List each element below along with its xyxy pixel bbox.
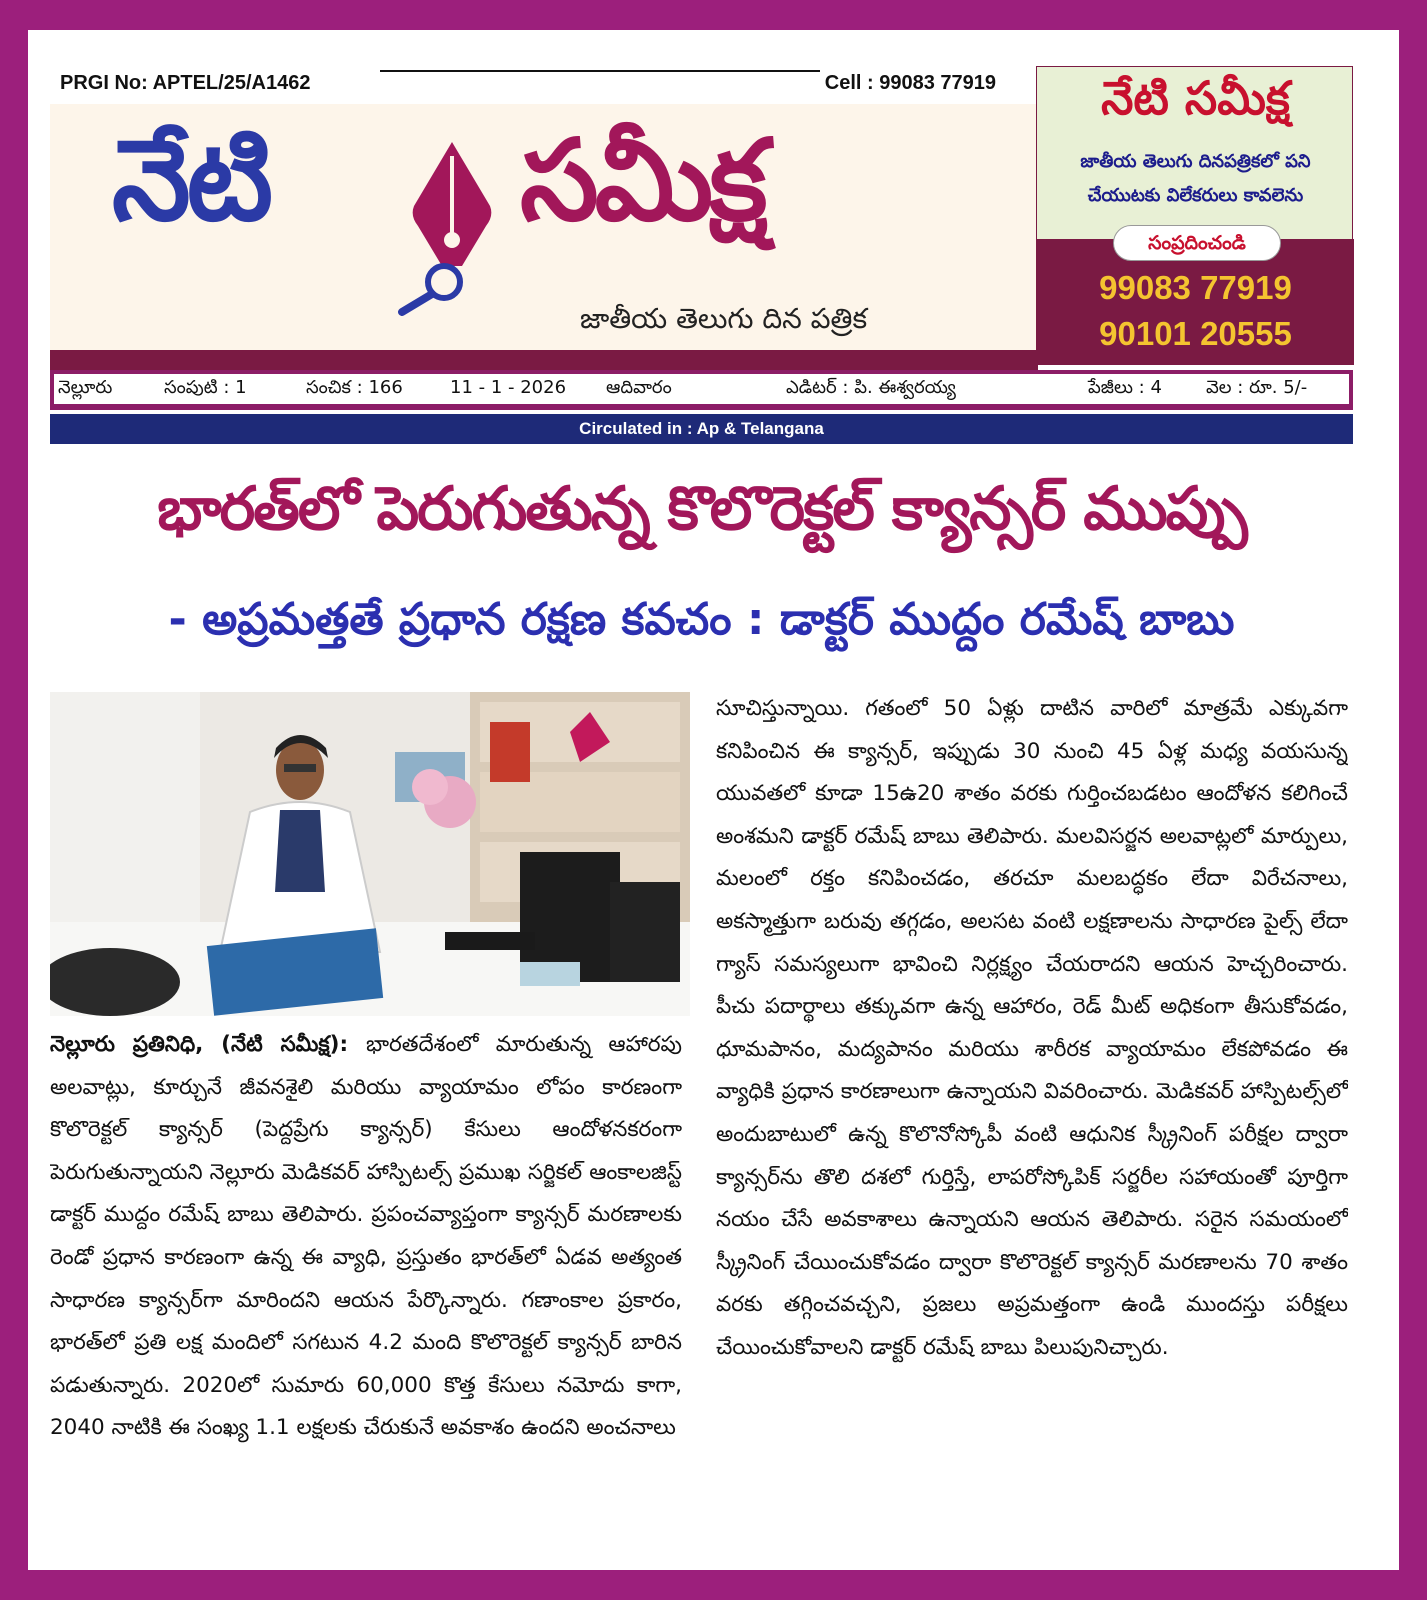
doctor-photo: [50, 692, 690, 1016]
article-dateline: నెల్లూరు ప్రతినిధి, (నేటి సమీక్ష):: [50, 1032, 366, 1057]
ad-contact-label: సంప్రదించండి: [1113, 225, 1281, 261]
issue-info-band: [50, 370, 1353, 410]
ad-phone-2: 90101 20555: [1099, 315, 1292, 352]
pen-nib-icon: [382, 136, 522, 316]
info-volume: సంపుటి : 1: [164, 377, 247, 398]
logo-word-sameeksha: సమీక్ష: [520, 116, 764, 246]
circulation-bar: Circulated in : Ap & Telangana: [50, 414, 1353, 444]
article-headline: భారత్‌లో పెరుగుతున్న కొలొరెక్టల్ క్యాన్సర్ ముప్పు: [157, 474, 1246, 544]
issue-info-inner: [54, 374, 1349, 404]
newspaper-page: [28, 30, 1399, 1570]
ad-line-1: జాతీయ తెలుగు దినపత్రికలో పని: [1080, 151, 1311, 172]
article-column-right: [716, 688, 1348, 1558]
info-editor: ఎడిటర్ : పి. ఈశ్వరయ్య: [786, 377, 956, 398]
masthead-topline: [50, 66, 1038, 104]
ad-line-2: చేయుటకు విలేకరులు కావలెను: [1087, 185, 1304, 206]
article-column-left: [50, 1024, 682, 1554]
ad-phone-1: 99083 77919: [1099, 269, 1292, 306]
info-pages: పేజీలు : 4: [1088, 377, 1162, 398]
article-body-left: భారతదేశంలో మారుతున్న ఆహారపు అలవాట్లు, కూర్చునే జీవనశైలి మరియు వ్యాయామం లోపం కారణంగా కొలొరెక్టల్ క్యాన్సర్ (పెద్దప్రేగు క్యాన్సర్) కేసులు ఆందోళనకరంగా పెరుగుతున్నాయని నెల్లూరు మెడికవర్ హాస్పిటల్స్ ప్రముఖ సర్జికల్ ఆంకాలజిస్ట్ డాక్టర్ ముద్దం రమేష్ బాబు తెలిపారు. ప్రపంచవ్యాప్తంగా క్యాన్సర్ మరణాలకు రెండో ప్రధాన కారణంగా ఉన్న ఈ వ్యాధి, ప్రస్తుతం భారత్‌లో ఏడవ అత్యంత సాధారణ క్యాన్సర్‌గా మారిందని ఆయన పేర్కొన్నారు. గణాంకాల ప్రకారం, భారత్‌లో ప్రతి లక్ష మందిలో సగటున 4.2 మంది కొలొరెక్టల్ క్యాన్సర్ బారిన పడుతున్నారు. 2020లో సుమారు 60,000 కొత్త కేసులు నమోదు కాగా, 2040 నాటికి ఈ సంఖ్య 1.1 లక్షలకు చేరుకునే అవకాశం ఉందని అంచనాలు: [50, 1032, 682, 1441]
masthead: [50, 66, 1038, 356]
logo-word-neti: నేటి: [112, 116, 270, 246]
ad-title: నేటి సమీక్ష: [1101, 71, 1290, 125]
recruitment-ad: [1036, 66, 1353, 364]
info-issue: సంచిక : 166: [306, 377, 403, 398]
masthead-tagline: జాతీయ తెలుగు దిన పత్రిక: [580, 302, 868, 335]
info-date: 11 - 1 - 2026: [450, 377, 567, 398]
info-day: ఆదివారం: [606, 377, 672, 398]
cell-number: Cell : 99083 77919: [824, 72, 996, 94]
info-price: వెల : రూ. 5/-: [1206, 377, 1308, 398]
article-body-right: సూచిస్తున్నాయి. గతంలో 50 ఏళ్లు దాటిన వారిలో మాత్రమే ఎక్కువగా కనిపించిన ఈ క్యాన్సర్, ఇప్పుడు 30 నుంచి 45 ఏళ్ల మధ్య వయసున్న యువతలో కూడా 15ఉ20 శాతం వరకు గుర్తించబడటం ఆందోళన కలిగించే అంశమని డాక్టర్ రమేష్ బాబు తెలిపారు. మలవిసర్జన అలవాట్లలో మార్పులు, మలంలో రక్తం కనిపించడం, తరచూ మలబద్ధకం లేదా విరేచనాలు, అకస్మాత్తుగా బరువు తగ్గడం, అలసట వంటి లక్షణాలను సాధారణ పైల్స్ లేదా గ్యాస్ సమస్యలుగా భావించి నిర్లక్ష్యం చేయరాదని ఆయన హెచ్చరించారు. పీచు పదార్థాలు తక్కువగా ఉన్న ఆహారం, రెడ్ మీట్ అధికంగా తీసుకోవడం, ధూమపానం, మద్యపానం మరియు శారీరక వ్యాయామం లేకపోవడం ఈ వ్యాధికి ప్రధాన కారణాలుగా ఉన్నాయని వివరించారు. మెడికవర్ హాస్పిటల్స్‌లో అందుబాటులో ఉన్న కొలొనోస్కోపీ వంటి ఆధునిక స్క్రీనింగ్ పరీక్షల ద్వారా క్యాన్సర్‌ను తొలి దశలో గుర్తిస్తే, లాపరోస్కోపిక్ సర్జరీల సహాయంతో పూర్తిగా నయం చేసే అవకాశాలు ఉన్నాయని ఆయన తెలిపారు. సరైన సమయంలో స్క్రీనింగ్ చేయించుకోవడం ద్వారా కొలొరెక్టల్ క్యాన్సర్ మరణాలను 70 శాతం వరకు తగ్గించవచ్చని, ప్రజలు అప్రమత్తంగా ఉండి ముందస్తు పరీక్షలు చేయించుకోవాలని డాక్టర్ రమేష్ బాబు పిలుపునిచ్చారు.: [716, 696, 1348, 1360]
article-subheadline: - అప్రమత్తతే ప్రధాన రక్షణ కవచం : డాక్టర్ ముద్దం రమేష్ బాబు: [168, 594, 1235, 645]
prgi-number: PRGI No: APTEL/25/A1462: [60, 72, 311, 94]
topline-rule: [380, 70, 820, 72]
info-city: నెల్లూరు: [58, 377, 113, 398]
